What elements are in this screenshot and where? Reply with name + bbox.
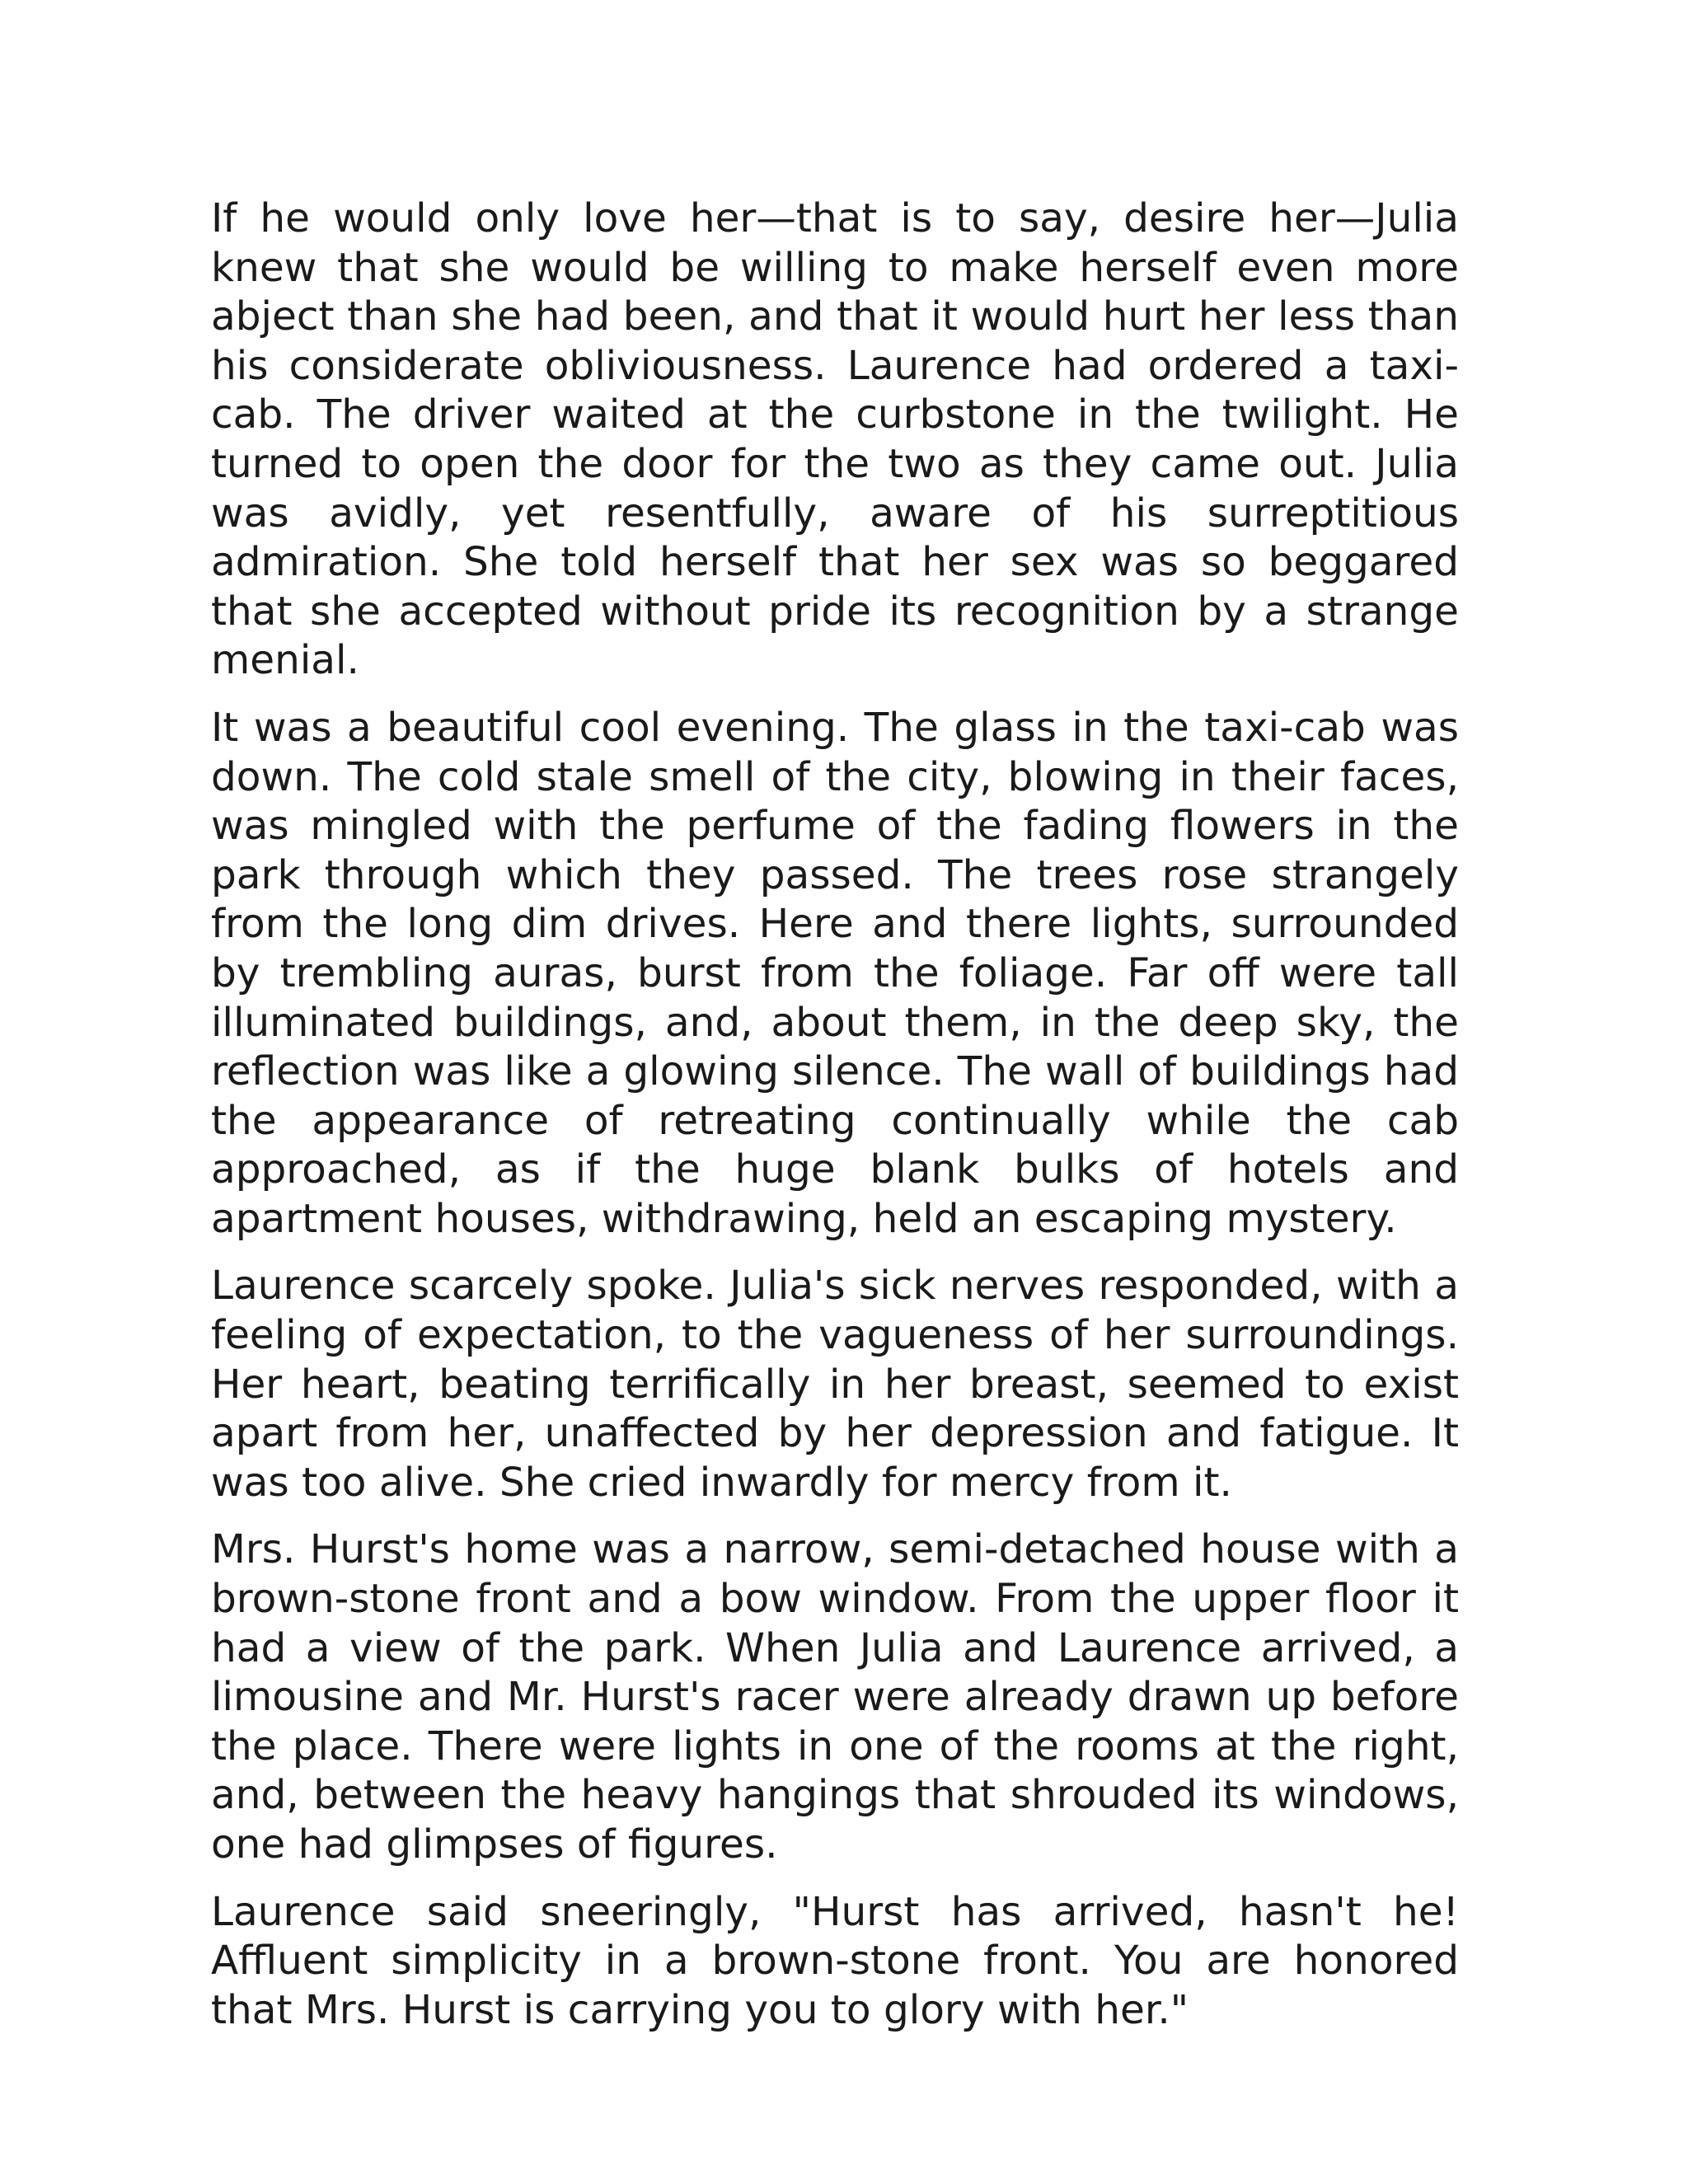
paragraph-4: Mrs. Hurst's home was a narrow, semi-detached house with a brown-stone front and a bow window. From the upper floor it had a view of the park. When Julia and Laurence arrived, a limousine and Mr. Hurst's racer were already drawn up before the place. There were lights in one of the rooms at the right, and, between the heavy hangings that shrouded its windows, one had glimpses of figures. bbox=[211, 1526, 1459, 1868]
paragraph-2: It was a beautiful cool evening. The glass in the taxi-cab was down. The cold stale smell of the city, blowing in their faces, was mingled with the perfume of the fading flowers in the park through which they passed. The trees rose strangely from the long dim drives. Here and there lights, surrounded by trembling auras, burst from the foliage. Far off were tall illuminated buildings, and, about them, in the deep sky, the reflection was like a glowing silence. The wall of buildings had the appearance of retreating continually while the cab approached, as if the huge blank bulks of hotels and apartment houses, withdrawing, held an escaping mystery. bbox=[211, 704, 1459, 1242]
paragraph-3: Laurence scarcely spoke. Julia's sick nerves responded, with a feeling of expectation, to the vagueness of her surroundings. Her heart, beating terrifically in her breast, seemed to exist apart from her, unaffected by her depression and fatigue. It was too alive. She cried inwardly for mercy from it. bbox=[211, 1263, 1459, 1506]
paragraph-1: If he would only love her—that is to say, desire her—Julia knew that she would be willing to make herself even more abject than she had been, and that it would hurt her less than his considerate obliviousness. Laurence had ordered a taxi-cab. The driver waited at the curbstone in the twilight. He turned to open the door for the two as they came out. Julia was avidly, yet resentfully, aware of his surreptitious admiration. She told herself that her sex was so beggared that she accepted without pride its recognition by a strange menial. bbox=[211, 195, 1459, 684]
paragraph-5: Laurence said sneeringly, "Hurst has arrived, hasn't he! Affluent simplicity in a brown-stone front. You are honored that Mrs. Hurst is carrying you to glory with her." bbox=[211, 1888, 1459, 2033]
document-page bbox=[211, 194, 1459, 2053]
